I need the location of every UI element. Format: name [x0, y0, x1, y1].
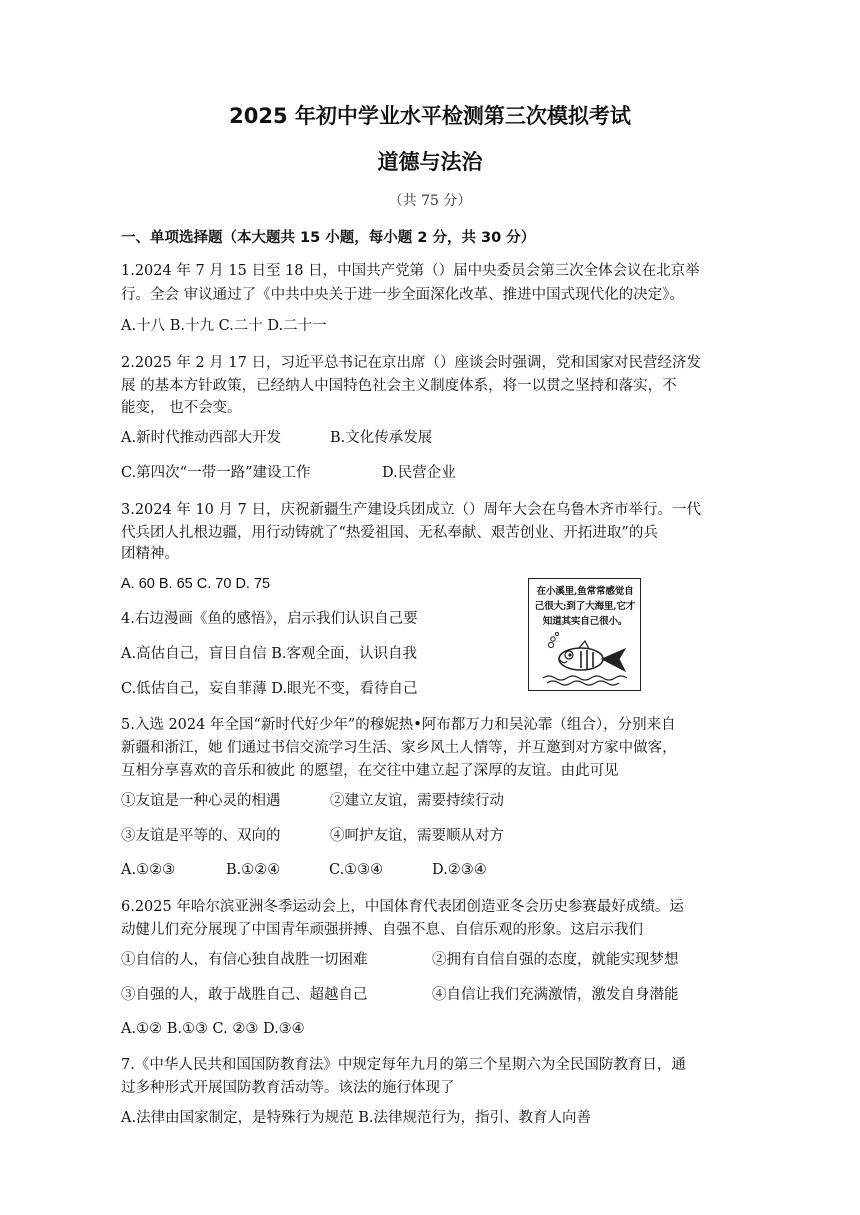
question-1-line-1: 1.2024 年 7 月 15 日至 18 日，中国共产党第（）届中央委员会第三次全体会议在北京举 [121, 263, 700, 279]
question-6-statement-3: ③自强的人，敢于战胜自己、超越自己 [121, 987, 368, 1003]
question-3-line-2: 代兵团人扎根边疆，用行动铸就了“热爱祖国、无私奉献、艰苦创业、开拓进取”的兵 [121, 525, 658, 541]
question-6-statement-4: ④自信让我们充满激情，激发自身潜能 [432, 987, 679, 1003]
question-5-option-c: C.①③④ [329, 862, 384, 878]
question-2-line-1: 2.2025 年 2 月 17 日，习近平总书记在京出席（）座谈会时强调，党和国家对民营经济发 [121, 355, 701, 371]
fish-drawing [529, 579, 642, 692]
question-1-line-2: 行。全会 审议通过了《中共中央关于进一步全面深化改革、推进中国式现代化的决定》。 [121, 287, 684, 303]
question-7-line-2: 过多种形式开展国防教育活动等。该法的施行体现了 [121, 1080, 455, 1096]
exam-title: 2025 年初中学业水平检测第三次模拟考试 [229, 104, 631, 128]
question-6-line-2: 动健儿们充分展现了中国青年顽强拼搏、自强不息、自信乐观的形象。这启示我们 [121, 922, 643, 938]
question-5-option-b: B.①②④ [226, 862, 281, 878]
question-2-line-2: 展 的基本方针政策，已经纳人中国特色社会主义制度体系，将一以贯之坚持和落实，不 [121, 378, 677, 394]
question-7-options: A.法律由国家制定，是特殊行为规范 B.法律规范行为，指引、教育人向善 [121, 1110, 591, 1126]
cartoon-caption: 在小溪里,鱼常常感觉自己很大;到了大海里,它才知道其实自己很小。 [534, 586, 636, 627]
question-3-options: A. 60 B. 65 C. 70 D. 75 [121, 576, 271, 592]
question-5-statement-1: ①友谊是一种心灵的相遇 [121, 793, 281, 809]
question-2-option-c: C.第四次“一带一路”建设工作 [121, 465, 311, 481]
section-heading: 一、单项选择题（本大题共 15 小题，每小题 2 分，共 30 分） [121, 230, 536, 246]
question-5-line-1: 5.入选 2024 年全国“新时代好少年”的穆妮热•阿布都万力和吴沁霏（组合），分别来自 [121, 717, 676, 733]
question-4-stem: 4.右边漫画《鱼的感悟》，启示我们认识自己要 [121, 611, 418, 627]
question-5-option-a: A.①②③ [121, 862, 176, 878]
question-2-option-b: B.文化传承发展 [330, 430, 433, 446]
fish-cartoon-image [528, 578, 641, 691]
question-6-statement-2: ②拥有自信自强的态度，就能实现梦想 [432, 952, 679, 968]
question-2-line-3: 能变， 也不会变。 [121, 400, 242, 416]
question-4-options-ab: A.高估自己，盲目自信 B.客观全面，认识自我 [121, 646, 417, 662]
question-5-option-d: D.②③④ [432, 862, 487, 878]
question-7-line-1: 7.《中华人民共和国国防教育法》中规定每年九月的第三个星期六为全民国防教育日，通 [121, 1057, 686, 1073]
question-2-option-d: D.民营企业 [382, 465, 456, 481]
question-6-statement-1: ①自信的人，有信心独自战胜一切困难 [121, 952, 368, 968]
question-3-line-1: 3.2024 年 10 月 7 日，庆祝新疆生产建设兵团成立（）周年大会在乌鲁木齐市举行。一代 [121, 502, 701, 518]
question-5-line-3: 互相分享喜欢的音乐和彼此 的愿望，在交往中建立起了深厚的友谊。由此可见 [121, 763, 619, 779]
subject-title: 道德与法治 [377, 150, 483, 174]
question-3-line-3: 团精神。 [121, 546, 179, 562]
question-5-line-2: 新疆和浙江，她 们通过书信交流学习生活、家乡风土人情等，并互邀到对方家中做客， [121, 740, 677, 756]
question-1-options: A.十八 B.十九 C.二十 D.二十一 [121, 318, 327, 334]
total-score: （共 75 分） [388, 193, 472, 209]
question-5-statement-3: ③友谊是平等的、双向的 [121, 828, 281, 844]
question-5-statement-2: ②建立友谊，需要持续行动 [330, 793, 504, 809]
question-4-options-cd: C.低估自己，妄自菲薄 D.眼光不变，看待自己 [121, 681, 418, 697]
question-6-line-1: 6.2025 年哈尔滨亚洲冬季运动会上，中国体育代表团创造亚冬会历史参赛最好成绩。运 [121, 899, 684, 915]
question-6-options: A.①② B.①③ C. ②③ D.③④ [121, 1021, 305, 1037]
question-5-statement-4: ④呵护友谊，需要顺从对方 [330, 828, 504, 844]
question-2-option-a: A.新时代推动西部大开发 [121, 430, 282, 446]
